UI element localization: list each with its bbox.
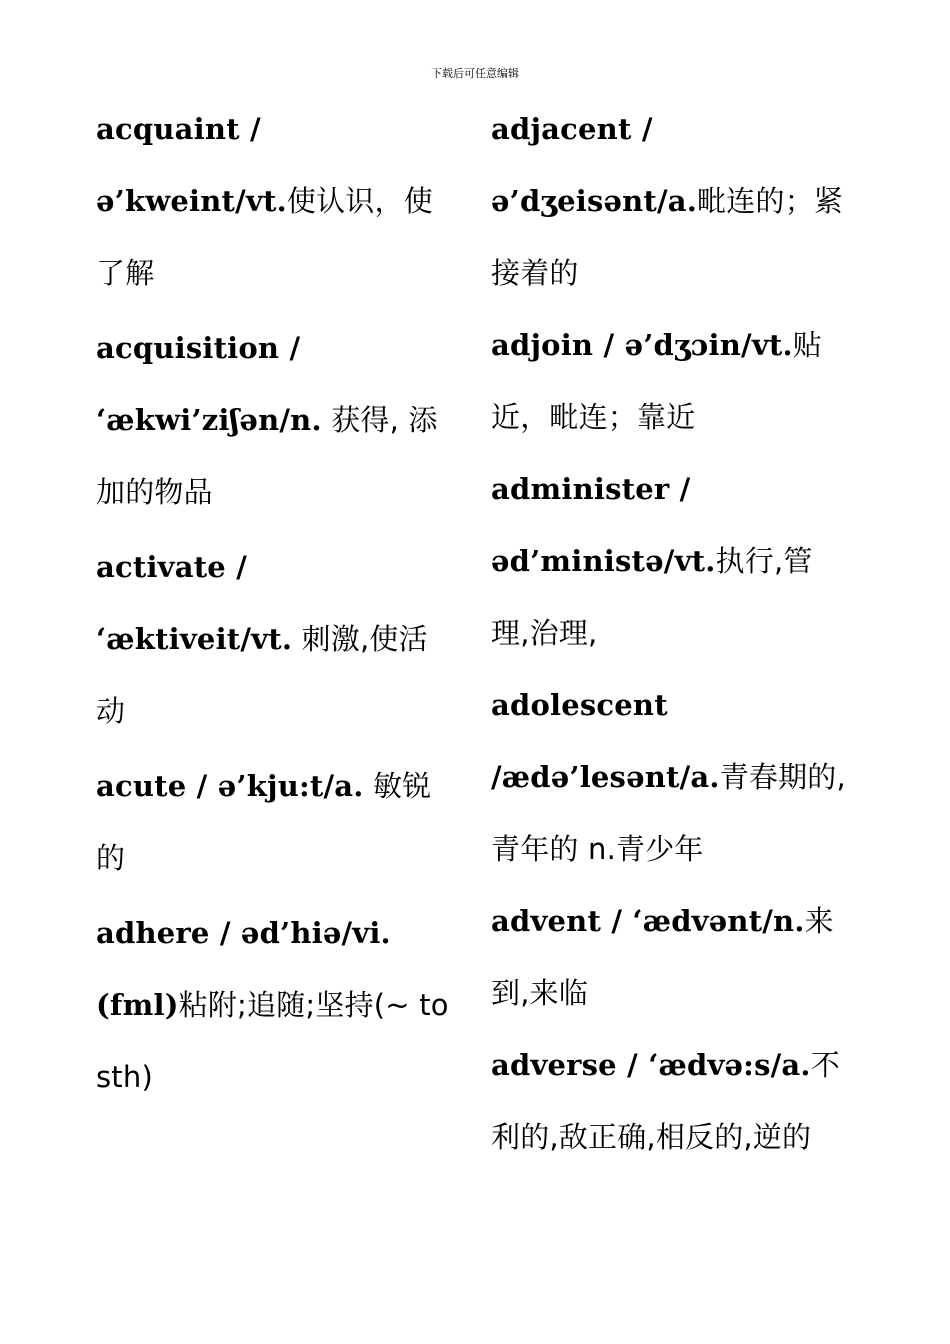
entry-word: acquisition / [96, 331, 301, 365]
entry-gloss: 敏锐的 [96, 769, 432, 875]
vocab-entry-acquaint [96, 93, 456, 309]
entry-gloss: 毗连的；紧接着的 [491, 184, 844, 290]
entry-phonetic: ‘ækwi’ziʃən/n. [96, 403, 322, 437]
vocab-entry-activate [96, 531, 456, 747]
entry-word: adhere / əd’hiə/vi. (fml) [96, 916, 391, 1022]
entry-word: adjoin / ə’dʒɔin/vt. [491, 328, 793, 362]
vocab-entry-advent [491, 885, 851, 1029]
vocab-entry-adolescent [491, 669, 851, 885]
entry-word: advent / ‘ædvənt/n. [491, 904, 805, 938]
vocab-entry-adjacent [491, 93, 851, 309]
vocab-entry-acute [96, 750, 456, 894]
entry-gloss: 执行,管理,治理, [491, 544, 813, 650]
vocab-entry-adhere [96, 897, 456, 1113]
entry-word: acute / ə’kju:t/a. [96, 769, 364, 803]
entry-phonetic: ə’kweint/vt. [96, 184, 287, 218]
entry-phonetic: ‘æktiveit/vt. [96, 622, 293, 656]
left-column [96, 93, 456, 1116]
right-column [491, 93, 851, 1173]
entry-gloss: 使认识，使了解 [96, 184, 433, 290]
entry-gloss: 刺激,使活动 [96, 622, 428, 728]
entry-phonetic: /ædə’lesənt/a. [491, 760, 720, 794]
entry-phonetic: əd’ministə/vt. [491, 544, 716, 578]
entry-phonetic: ə’dʒeisənt/a. [491, 184, 698, 218]
entry-gloss: 粘附;追随;坚持(~ to sth) [96, 988, 449, 1094]
entry-gloss: 来到,来临 [491, 904, 834, 1010]
vocab-entry-adverse [491, 1029, 851, 1173]
entry-gloss: 获得, 添加的物品 [96, 403, 438, 509]
entry-word: adjacent / [491, 112, 653, 146]
vocab-entry-administer [491, 453, 851, 669]
entry-word: acquaint / [96, 112, 261, 146]
header-note: 下载后可任意编辑 [431, 67, 519, 80]
entry-gloss: 贴近，毗连；靠近 [491, 328, 822, 434]
entry-word: activate / [96, 550, 248, 584]
vocab-entry-adjoin [491, 309, 851, 453]
entry-word: adolescent [491, 688, 668, 722]
vocab-entry-acquisition [96, 312, 456, 528]
entry-gloss: 青春期的,青年的 n.青少年 [491, 760, 846, 866]
entry-gloss: 不利的,敌正确,相反的,逆的 [491, 1048, 840, 1154]
entry-word: adverse / ‘ædvə:s/a. [491, 1048, 811, 1082]
entry-word: administer / [491, 472, 691, 506]
